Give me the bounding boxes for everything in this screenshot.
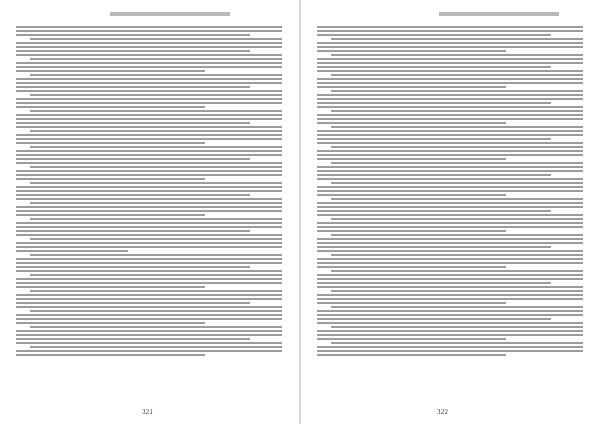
text-line (16, 282, 282, 284)
text-line (317, 310, 583, 312)
text-line (30, 274, 282, 276)
text-line (317, 294, 583, 296)
text-line (30, 166, 282, 168)
text-line (30, 346, 282, 348)
text-line (331, 326, 583, 328)
text-line (317, 42, 583, 44)
text-line (16, 114, 282, 116)
text-line (16, 162, 282, 164)
text-line (317, 174, 551, 176)
text-line (16, 98, 282, 100)
text-line (317, 226, 583, 228)
text-line (317, 262, 583, 264)
text-line (16, 26, 282, 28)
text-line (16, 70, 205, 72)
text-line (317, 26, 583, 28)
text-line (317, 94, 583, 96)
text-line (317, 202, 583, 204)
text-line (317, 330, 583, 332)
text-line (317, 338, 506, 340)
left-running-header (110, 12, 230, 16)
text-line (331, 162, 583, 164)
text-line (317, 354, 506, 356)
text-line (16, 186, 282, 188)
text-line (16, 318, 282, 320)
text-line (317, 142, 583, 144)
text-line (317, 286, 583, 288)
text-line (16, 250, 128, 252)
text-line (317, 298, 583, 300)
text-line (16, 78, 282, 80)
text-line (16, 42, 282, 44)
text-line (317, 114, 583, 116)
text-line (30, 130, 282, 132)
text-line (317, 134, 583, 136)
text-line (30, 74, 282, 76)
text-line (16, 134, 282, 136)
text-line (16, 262, 282, 264)
text-line (317, 246, 551, 248)
text-line (16, 106, 205, 108)
text-line (317, 190, 583, 192)
text-line (317, 86, 506, 88)
text-line (16, 138, 282, 140)
text-line (317, 194, 506, 196)
text-line (16, 82, 282, 84)
text-line (16, 330, 282, 332)
right-running-header (439, 12, 559, 16)
text-line (16, 210, 282, 212)
text-line (317, 158, 506, 160)
text-line (16, 102, 282, 104)
text-line (16, 266, 250, 268)
text-line (16, 314, 282, 316)
text-line (317, 214, 583, 216)
text-line (16, 270, 282, 272)
text-line (16, 342, 282, 344)
text-line (16, 278, 282, 280)
text-line (317, 118, 583, 120)
text-line (16, 90, 282, 92)
text-line (317, 150, 583, 152)
text-line (16, 190, 282, 192)
text-line (16, 306, 282, 308)
text-line (331, 290, 583, 292)
text-line (317, 122, 506, 124)
text-line (16, 170, 282, 172)
text-line (16, 66, 282, 68)
text-line (317, 278, 583, 280)
text-line (30, 326, 282, 328)
text-line (317, 258, 583, 260)
text-line (317, 34, 551, 36)
text-line (317, 78, 583, 80)
text-line (331, 270, 583, 272)
text-line (16, 286, 205, 288)
text-line (331, 146, 583, 148)
text-line (331, 54, 583, 56)
text-line (30, 182, 282, 184)
left-page (0, 0, 299, 424)
text-line (16, 334, 282, 336)
text-line (30, 110, 282, 112)
text-line (317, 30, 583, 32)
right-page-body (317, 26, 583, 358)
text-line (30, 94, 282, 96)
text-line (16, 174, 282, 176)
text-line (317, 242, 583, 244)
text-line (30, 58, 282, 60)
left-page-number: 321 (142, 408, 154, 416)
text-line (30, 254, 282, 256)
text-line (16, 46, 282, 48)
text-line (317, 106, 583, 108)
text-line (317, 70, 583, 72)
text-line (16, 246, 282, 248)
text-line (331, 306, 583, 308)
text-line (16, 126, 282, 128)
text-line (317, 314, 583, 316)
text-line (16, 350, 282, 352)
text-line (317, 274, 583, 276)
text-line (317, 334, 583, 336)
text-line (317, 178, 583, 180)
text-line (16, 258, 282, 260)
text-line (317, 98, 583, 100)
text-line (16, 234, 282, 236)
text-line (317, 250, 583, 252)
text-line (16, 30, 282, 32)
text-line (331, 90, 583, 92)
text-line (16, 142, 205, 144)
text-line (16, 118, 282, 120)
text-line (317, 138, 551, 140)
text-line (317, 346, 583, 348)
text-line (16, 150, 282, 152)
text-line (331, 182, 583, 184)
text-line (331, 342, 583, 344)
text-line (16, 222, 282, 224)
text-line (317, 350, 583, 352)
text-line (16, 214, 205, 216)
text-line (16, 354, 205, 356)
text-line (16, 230, 250, 232)
text-line (16, 86, 250, 88)
text-line (317, 154, 583, 156)
text-line (317, 50, 506, 52)
text-line (16, 158, 250, 160)
text-line (16, 206, 282, 208)
text-line (16, 226, 282, 228)
text-line (331, 38, 583, 40)
text-line (317, 302, 506, 304)
text-line (317, 46, 583, 48)
text-line (16, 298, 282, 300)
text-line (331, 74, 583, 76)
text-line (30, 218, 282, 220)
text-line (16, 338, 250, 340)
text-line (317, 82, 583, 84)
left-page-body (16, 26, 282, 358)
text-line (317, 230, 506, 232)
text-line (16, 50, 250, 52)
text-line (16, 322, 205, 324)
text-line (317, 222, 583, 224)
text-line (30, 290, 282, 292)
text-line (331, 198, 583, 200)
text-line (30, 202, 282, 204)
text-line (317, 166, 583, 168)
text-line (30, 238, 282, 240)
text-line (331, 110, 583, 112)
text-line (331, 234, 583, 236)
text-line (317, 186, 583, 188)
right-page-number: 322 (437, 408, 449, 416)
right-page (301, 0, 600, 424)
text-line (317, 66, 551, 68)
text-line (317, 322, 583, 324)
text-line (331, 126, 583, 128)
text-line (16, 198, 282, 200)
text-line (16, 54, 282, 56)
text-line (16, 242, 282, 244)
text-line (317, 206, 583, 208)
text-line (16, 154, 282, 156)
text-line (16, 302, 250, 304)
text-line (317, 318, 551, 320)
text-line (317, 238, 583, 240)
text-line (331, 254, 583, 256)
text-line (317, 130, 583, 132)
text-line (16, 34, 250, 36)
text-line (30, 146, 282, 148)
text-line (30, 38, 282, 40)
text-line (16, 178, 205, 180)
text-line (30, 310, 282, 312)
text-line (317, 210, 551, 212)
text-line (317, 102, 551, 104)
text-line (317, 170, 583, 172)
text-line (16, 294, 282, 296)
text-line (317, 58, 583, 60)
text-line (16, 194, 250, 196)
text-line (317, 62, 583, 64)
text-line (331, 218, 583, 220)
text-line (317, 266, 506, 268)
text-line (16, 62, 282, 64)
text-line (317, 282, 551, 284)
text-line (16, 122, 250, 124)
